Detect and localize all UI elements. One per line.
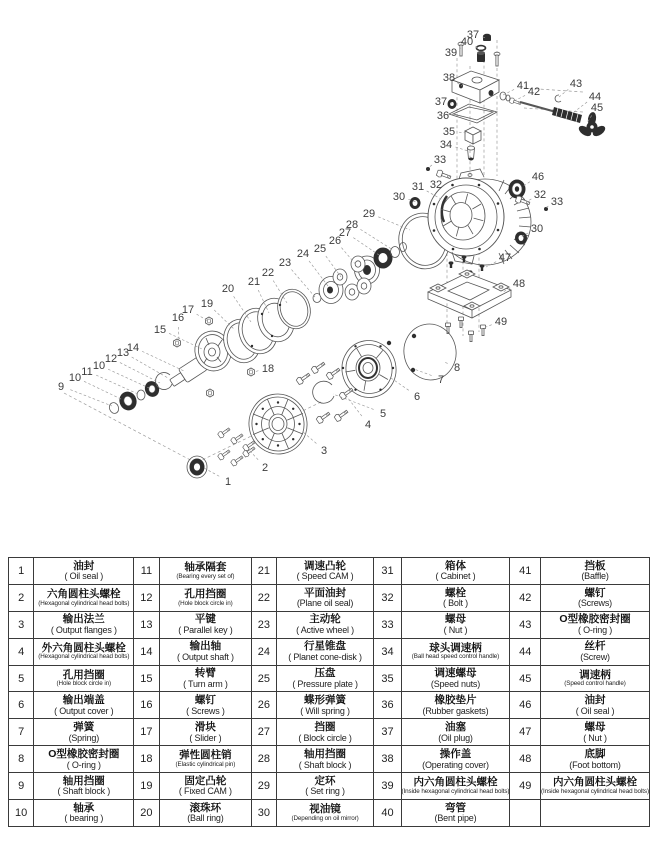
part-name-cell bbox=[401, 584, 510, 611]
part-name-zh: 定环 bbox=[314, 774, 336, 787]
part-number-cell: 35 bbox=[374, 665, 401, 692]
part-name-en: ( O-ring ) bbox=[578, 625, 613, 636]
part-name-cell bbox=[159, 719, 252, 746]
part-name-cell bbox=[276, 584, 374, 611]
part-name-en: (Hexagonal cylindrical head bolts) bbox=[38, 653, 130, 661]
part-number-cell: 41 bbox=[510, 558, 541, 585]
part-name-zh: 六角圆柱头螺栓 bbox=[47, 588, 121, 601]
part-name-zh: 调速螺母 bbox=[434, 667, 477, 680]
parts-table bbox=[8, 557, 650, 827]
part-name-en: ( Nut ) bbox=[443, 625, 468, 636]
part-name-en: ( Active wheel ) bbox=[296, 625, 354, 636]
part-number-cell: 36 bbox=[374, 692, 401, 719]
part-name-zh: 孔用挡圈 bbox=[62, 668, 105, 681]
part-name-en: (Ball ring) bbox=[187, 813, 224, 824]
part-number-cell: 3 bbox=[9, 611, 34, 638]
part-name-en: (Plane oil seal) bbox=[296, 598, 354, 609]
part-name-en: (Hole block circle in) bbox=[56, 680, 112, 688]
callout-18: 18 bbox=[261, 362, 275, 375]
part-name-en: ( Shaft block ) bbox=[57, 786, 111, 797]
part-name-cell bbox=[541, 611, 650, 638]
table-row bbox=[9, 584, 650, 611]
part-name-en: ( Shaft block ) bbox=[298, 759, 352, 770]
part-name-cell bbox=[401, 611, 510, 638]
callout-25: 25 bbox=[313, 242, 327, 255]
part-name-zh: 轴承 bbox=[73, 801, 95, 814]
part-name-zh: 挡板 bbox=[584, 559, 606, 572]
callout-28: 28 bbox=[345, 218, 359, 231]
part-name-zh: 外六角圆柱头螺栓 bbox=[41, 641, 126, 654]
part-number-cell: 47 bbox=[510, 719, 541, 746]
part-name-zh: 轴承隔套 bbox=[184, 561, 227, 574]
callout-8: 8 bbox=[453, 361, 461, 374]
callout-6: 6 bbox=[413, 390, 421, 403]
callout-42: 42 bbox=[527, 85, 541, 98]
callout-37: 37 bbox=[466, 28, 480, 41]
part-number-cell: 1 bbox=[9, 558, 34, 585]
part-name-en: (Speed nuts) bbox=[430, 678, 481, 689]
leader-line bbox=[574, 102, 587, 112]
part-name-en: (Screws) bbox=[578, 598, 612, 609]
part-name-cell bbox=[541, 692, 650, 719]
base-48 bbox=[428, 255, 511, 341]
part-number-cell: 39 bbox=[374, 773, 401, 800]
part-number-cell: 5 bbox=[9, 665, 34, 692]
part-name-cell bbox=[276, 692, 374, 719]
part-name-en: (Speed control handle) bbox=[564, 680, 626, 688]
callout-10: 10 bbox=[92, 359, 106, 372]
callout-30: 30 bbox=[530, 222, 544, 235]
callout-24: 24 bbox=[296, 247, 310, 260]
part-name-cell bbox=[159, 558, 252, 585]
callout-39: 39 bbox=[444, 46, 458, 59]
part-name-cell bbox=[34, 584, 134, 611]
part-number-cell: 49 bbox=[510, 773, 541, 800]
leader-line bbox=[444, 362, 448, 363]
leader-line bbox=[108, 369, 149, 388]
part-name-en: (Oil plug) bbox=[438, 732, 473, 743]
part-name-cell bbox=[34, 692, 134, 719]
leader-line bbox=[120, 363, 160, 383]
callout-48: 48 bbox=[512, 277, 526, 290]
part-number-cell: 31 bbox=[374, 558, 401, 585]
leader-line bbox=[96, 375, 138, 394]
part-name-zh: O型橡胶密封圈 bbox=[559, 613, 631, 626]
callout-41: 41 bbox=[516, 79, 530, 92]
part-name-en: ( Bolt ) bbox=[443, 598, 468, 609]
part-name-cell bbox=[401, 746, 510, 773]
part-name-cell bbox=[159, 638, 252, 665]
part-name-zh: 螺母 bbox=[584, 721, 606, 734]
part-name-cell bbox=[34, 719, 134, 746]
part-name-zh: 丝杆 bbox=[584, 640, 606, 653]
part-number-cell: 24 bbox=[252, 638, 276, 665]
part-number-cell: 32 bbox=[374, 584, 401, 611]
cone-disk-train bbox=[319, 243, 407, 304]
leader-line bbox=[360, 229, 393, 250]
part-name-en: (Inside hexagonal cylindrical head bolts) bbox=[401, 787, 510, 795]
part-number-cell: 13 bbox=[134, 611, 159, 638]
part-name-zh: 固定凸轮 bbox=[184, 774, 227, 787]
part-name-cell bbox=[159, 746, 252, 773]
part-name-zh: 弹簧 bbox=[73, 721, 95, 734]
part-name-cell bbox=[276, 746, 374, 773]
part-name-en: ( Slider ) bbox=[189, 732, 222, 743]
callout-45: 45 bbox=[590, 101, 604, 114]
part-name-zh: 轴用挡圈 bbox=[304, 747, 347, 760]
part-name-en: (Bearing every set of) bbox=[176, 572, 235, 580]
table-row bbox=[9, 558, 650, 585]
part-number-cell bbox=[510, 800, 541, 827]
callout-44: 44 bbox=[588, 90, 602, 103]
leader-line bbox=[378, 217, 410, 230]
part-name-zh: 平面油封 bbox=[304, 586, 347, 599]
leader-line bbox=[514, 95, 525, 101]
callout-49: 49 bbox=[494, 315, 508, 328]
output-cover-group bbox=[296, 319, 462, 424]
leader-line bbox=[414, 369, 432, 376]
callout-31: 31 bbox=[411, 180, 425, 193]
part-name-en: ( Will spring ) bbox=[300, 705, 350, 716]
part-name-cell bbox=[541, 638, 650, 665]
part-name-zh: 平键 bbox=[194, 613, 216, 626]
part-name-zh: 箱体 bbox=[444, 559, 466, 572]
part-name-cell bbox=[34, 558, 134, 585]
part-number-cell: 30 bbox=[252, 800, 276, 827]
callout-33: 33 bbox=[433, 153, 447, 166]
callout-32: 32 bbox=[429, 178, 443, 191]
part-name-zh: 油封 bbox=[584, 694, 606, 707]
part-name-en: ( Oil seal ) bbox=[575, 705, 615, 716]
part-name-cell bbox=[541, 584, 650, 611]
part-number-cell: 44 bbox=[510, 638, 541, 665]
part-name-cell bbox=[34, 800, 134, 827]
part-name-cell bbox=[276, 800, 374, 827]
part-name-cell bbox=[276, 558, 374, 585]
part-number-cell: 18 bbox=[134, 746, 159, 773]
callout-35: 35 bbox=[442, 125, 456, 138]
part-name-en: ( Output cover ) bbox=[54, 705, 114, 716]
part-name-en: ( O-ring ) bbox=[66, 759, 101, 770]
part-name-zh: 蝶形弹簧 bbox=[304, 694, 347, 707]
part-name-zh: 弹性圆柱销 bbox=[179, 749, 232, 762]
part-number-cell: 19 bbox=[134, 773, 159, 800]
part-number-cell: 14 bbox=[134, 638, 159, 665]
part-number-cell: 28 bbox=[252, 746, 276, 773]
part-name-zh: 挡圈 bbox=[314, 721, 336, 734]
part-name-zh: 橡胶垫片 bbox=[434, 694, 477, 707]
part-name-en: ( Speed CAM ) bbox=[296, 571, 354, 582]
callout-47: 47 bbox=[498, 251, 512, 264]
part-name-zh: 内六角圆柱头螺栓 bbox=[553, 776, 637, 789]
part-name-en: ( Fixed CAM ) bbox=[178, 786, 232, 797]
part-name-zh: 螺母 bbox=[444, 613, 466, 626]
part-name-zh: 滚珠环 bbox=[189, 801, 222, 814]
part-name-en: (Hole block circle in) bbox=[178, 599, 233, 607]
part-name-zh: 调速柄 bbox=[579, 668, 611, 681]
callout-40: 40 bbox=[460, 35, 474, 48]
part-number-cell: 34 bbox=[374, 638, 401, 665]
part-number-cell: 43 bbox=[510, 611, 541, 638]
part-name-zh: 油塞 bbox=[444, 721, 466, 734]
part-name-zh: 轴用挡圈 bbox=[62, 774, 105, 787]
part-number-cell: 29 bbox=[252, 773, 276, 800]
callout-7: 7 bbox=[437, 373, 445, 386]
part-name-cell bbox=[159, 692, 252, 719]
callout-33: 33 bbox=[550, 195, 564, 208]
part-name-en: (Hexagonal cylindrical head bolts) bbox=[38, 599, 130, 607]
part-number-cell: 8 bbox=[9, 746, 34, 773]
callout-36: 36 bbox=[436, 109, 450, 122]
callout-12: 12 bbox=[104, 352, 118, 365]
callout-23: 23 bbox=[278, 256, 292, 269]
part-name-en: (Bent pipe) bbox=[434, 813, 477, 824]
leader-line bbox=[197, 314, 208, 321]
part-name-zh: 螺钉 bbox=[584, 586, 606, 599]
part-number-cell: 4 bbox=[9, 638, 34, 665]
leader-line bbox=[456, 147, 468, 151]
ring-train bbox=[219, 282, 321, 367]
part-name-cell bbox=[401, 665, 510, 692]
part-name-cell bbox=[541, 800, 650, 827]
part-number-cell: 45 bbox=[510, 665, 541, 692]
part-number-cell: 2 bbox=[9, 584, 34, 611]
part-name-cell bbox=[401, 638, 510, 665]
part-name-cell bbox=[276, 773, 374, 800]
part-name-zh: 压盘 bbox=[314, 667, 336, 680]
part-number-cell: 46 bbox=[510, 692, 541, 719]
part-number-cell: 11 bbox=[134, 558, 159, 585]
part-number-cell: 6 bbox=[9, 692, 34, 719]
part-name-en: ( Planet cone-disk ) bbox=[288, 651, 362, 662]
callout-17: 17 bbox=[181, 303, 195, 316]
callout-5: 5 bbox=[379, 407, 387, 420]
part-name-cell bbox=[541, 719, 650, 746]
part-name-en: (Elastic cylindrical pin) bbox=[175, 761, 236, 769]
callout-26: 26 bbox=[328, 234, 342, 247]
part-name-cell bbox=[541, 773, 650, 800]
part-name-zh: 螺栓 bbox=[444, 586, 466, 599]
table-row bbox=[9, 719, 650, 746]
part-name-zh: 视油镜 bbox=[309, 803, 341, 816]
leader-line bbox=[303, 432, 316, 443]
leader-line bbox=[249, 450, 258, 460]
part-number-cell: 23 bbox=[252, 611, 276, 638]
part-number-cell: 16 bbox=[134, 692, 159, 719]
part-name-en: (Operating cover) bbox=[422, 759, 489, 770]
part-name-en: (Baffle) bbox=[581, 571, 609, 582]
part-name-en: ( Block circle ) bbox=[298, 732, 352, 743]
part-name-zh: 主动轮 bbox=[309, 613, 341, 626]
part-number-cell: 26 bbox=[252, 692, 276, 719]
part-name-zh: O型橡胶密封圈 bbox=[48, 747, 120, 760]
part-name-zh: 弯管 bbox=[444, 801, 466, 814]
callout-14: 14 bbox=[126, 341, 140, 354]
leader-line bbox=[142, 351, 184, 371]
callout-46: 46 bbox=[531, 170, 545, 183]
part-name-cell bbox=[34, 611, 134, 638]
part-number-cell: 7 bbox=[9, 719, 34, 746]
part-name-cell bbox=[159, 611, 252, 638]
part-name-en: (Spring) bbox=[68, 732, 99, 743]
part-name-en: (Screw) bbox=[580, 651, 610, 662]
part-name-cell bbox=[401, 692, 510, 719]
part-number-cell: 33 bbox=[374, 611, 401, 638]
callout-29: 29 bbox=[362, 207, 376, 220]
callout-10: 10 bbox=[68, 371, 82, 384]
callout-21: 21 bbox=[247, 275, 261, 288]
part-name-cell bbox=[401, 558, 510, 585]
part-name-cell bbox=[276, 638, 374, 665]
part-number-cell: 15 bbox=[134, 665, 159, 692]
part-name-cell bbox=[34, 746, 134, 773]
part-name-en: ( Pressure plate ) bbox=[292, 678, 358, 689]
part-name-cell bbox=[401, 773, 510, 800]
oil-seal-1 bbox=[187, 456, 207, 478]
callout-1: 1 bbox=[224, 475, 232, 488]
part-number-cell: 27 bbox=[252, 719, 276, 746]
part-number-cell: 21 bbox=[252, 558, 276, 585]
part-name-en: ( Set ring ) bbox=[305, 786, 345, 797]
callout-37: 37 bbox=[434, 95, 448, 108]
callout-34: 34 bbox=[439, 138, 453, 151]
part-name-zh: 输出端盖 bbox=[62, 694, 105, 707]
part-number-cell: 37 bbox=[374, 719, 401, 746]
part-name-cell bbox=[541, 665, 650, 692]
part-name-cell bbox=[541, 558, 650, 585]
part-name-en: ( Cabinet ) bbox=[435, 571, 476, 582]
callout-11: 11 bbox=[81, 365, 93, 378]
part-name-zh: 螺钉 bbox=[194, 694, 216, 707]
part-number-cell: 22 bbox=[252, 584, 276, 611]
callout-9: 9 bbox=[57, 380, 65, 393]
part-name-cell bbox=[34, 638, 134, 665]
part-number-cell: 48 bbox=[510, 746, 541, 773]
table-row bbox=[9, 692, 650, 719]
table-row bbox=[9, 746, 650, 773]
part-number-cell: 10 bbox=[9, 800, 34, 827]
callout-32: 32 bbox=[533, 188, 547, 201]
part-name-cell bbox=[159, 584, 252, 611]
callout-2: 2 bbox=[261, 461, 269, 474]
part-name-zh: 操作盖 bbox=[439, 747, 472, 760]
callout-43: 43 bbox=[569, 77, 583, 90]
table-row bbox=[9, 611, 650, 638]
output-flange-group bbox=[187, 389, 312, 478]
callout-27: 27 bbox=[338, 226, 352, 239]
part-name-en: (Foot bottom) bbox=[569, 759, 621, 770]
part-name-cell bbox=[401, 800, 510, 827]
leader-line bbox=[70, 390, 112, 406]
callout-3: 3 bbox=[320, 444, 328, 457]
part-name-cell bbox=[276, 611, 374, 638]
part-number-cell: 9 bbox=[9, 773, 34, 800]
part-name-en: ( Parallel key ) bbox=[178, 625, 233, 636]
part-name-en: (Depending on oil mirror) bbox=[291, 814, 359, 822]
part-number-cell: 42 bbox=[510, 584, 541, 611]
callout-19: 19 bbox=[200, 297, 214, 310]
part-name-en: (Inside hexagonal cylindrical head bolts) bbox=[541, 787, 649, 795]
callout-15: 15 bbox=[153, 323, 167, 336]
callout-38: 38 bbox=[442, 71, 456, 84]
part-number-cell: 12 bbox=[134, 584, 159, 611]
part-number-cell: 25 bbox=[252, 665, 276, 692]
part-name-en: (Rubber gaskets) bbox=[422, 705, 489, 716]
part-name-en: (Ball head speed control handle) bbox=[411, 653, 500, 661]
part-number-cell: 40 bbox=[374, 800, 401, 827]
part-name-zh: 油封 bbox=[73, 559, 95, 572]
part-name-cell bbox=[159, 773, 252, 800]
part-name-zh: 球头调速柄 bbox=[429, 641, 482, 654]
part-name-cell bbox=[401, 719, 510, 746]
part-name-en: ( Oil seal ) bbox=[64, 571, 104, 582]
callout-22: 22 bbox=[261, 266, 275, 279]
part-name-en: ( Screws ) bbox=[186, 705, 225, 716]
part-name-cell bbox=[34, 773, 134, 800]
table-row bbox=[9, 638, 650, 665]
callout-16: 16 bbox=[171, 311, 185, 324]
part-name-cell bbox=[276, 719, 374, 746]
part-name-zh: 转臂 bbox=[194, 667, 216, 680]
part-name-zh: 滑块 bbox=[194, 721, 216, 734]
part-name-cell bbox=[541, 746, 650, 773]
part-number-cell: 20 bbox=[134, 800, 159, 827]
part-name-zh: 行星锥盘 bbox=[304, 640, 347, 653]
callout-20: 20 bbox=[221, 282, 235, 295]
table-row bbox=[9, 800, 650, 827]
part-name-en: ( Turn arm ) bbox=[183, 678, 228, 689]
callout-4: 4 bbox=[364, 418, 372, 431]
part-name-zh: 孔用挡圈 bbox=[184, 588, 227, 601]
part-name-en: ( Output flanges ) bbox=[50, 625, 117, 636]
leader-line bbox=[214, 310, 235, 330]
callout-30: 30 bbox=[392, 190, 406, 203]
part-name-cell bbox=[159, 800, 252, 827]
part-name-zh: 内六角圆柱头螺栓 bbox=[413, 776, 498, 789]
part-name-cell bbox=[34, 665, 134, 692]
part-number-cell: 17 bbox=[134, 719, 159, 746]
part-name-en: ( bearing ) bbox=[64, 813, 104, 824]
part-name-zh: 输出法兰 bbox=[62, 613, 105, 626]
leader-line bbox=[353, 238, 379, 255]
part-number-cell: 38 bbox=[374, 746, 401, 773]
part-name-en: ( Nut ) bbox=[583, 732, 607, 743]
table-row bbox=[9, 773, 650, 800]
part-name-zh: 输出轴 bbox=[189, 640, 222, 653]
part-name-en: ( Output shaft ) bbox=[176, 651, 234, 662]
part-name-cell bbox=[159, 665, 252, 692]
part-name-cell bbox=[276, 665, 374, 692]
callout-layer bbox=[58, 29, 603, 488]
callout-13: 13 bbox=[116, 346, 130, 359]
leader-line bbox=[132, 357, 168, 378]
part-name-zh: 底脚 bbox=[584, 747, 606, 760]
table-row bbox=[9, 665, 650, 692]
part-name-zh: 调速凸轮 bbox=[304, 559, 347, 572]
